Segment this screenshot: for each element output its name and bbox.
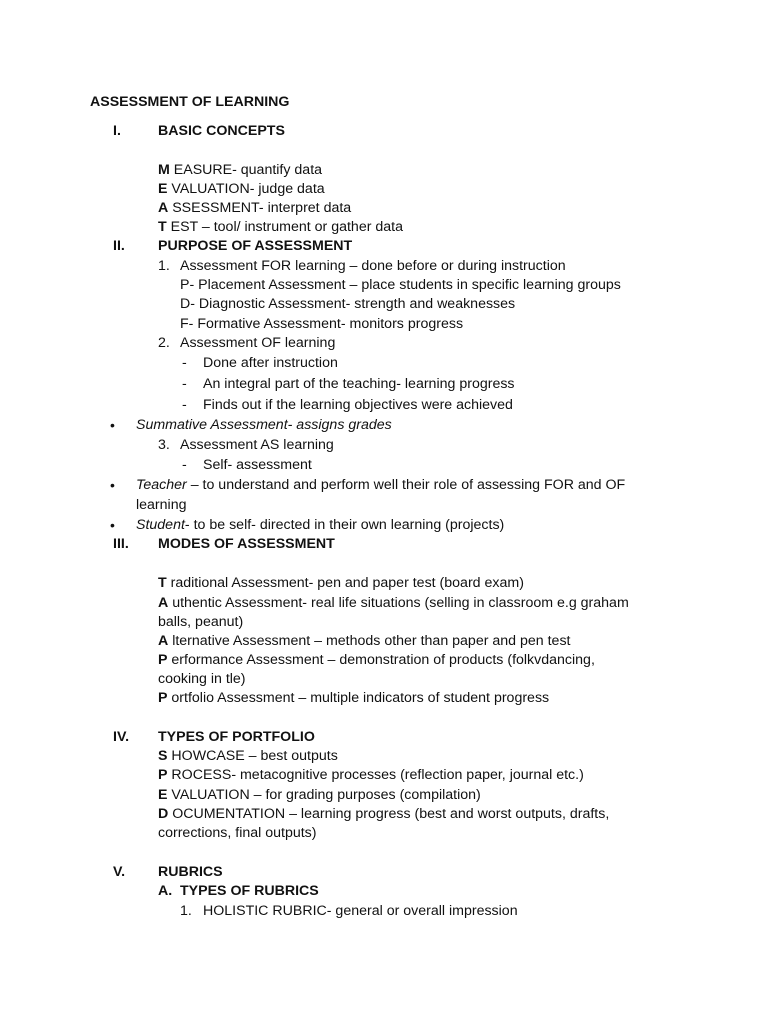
mode-text: uthentic Assessment- real life situations (selling in classroom e.g graham	[168, 595, 629, 611]
purpose-2-text: Assessment OF learning	[180, 335, 336, 351]
dash-marker: -	[182, 397, 187, 413]
initial-letter: E	[158, 181, 168, 197]
purpose-3-detail: Self- assessment	[203, 457, 312, 473]
initial-letter: M	[158, 162, 170, 178]
mode-performance	[158, 651, 595, 670]
section-1-number: I.	[113, 123, 121, 139]
rubrics-sub-a-heading: TYPES OF RUBRICS	[180, 883, 319, 899]
purpose-1-number: 1.	[158, 258, 170, 274]
purpose-3-number: 3.	[158, 437, 170, 453]
section-3-heading: MODES OF ASSESSMENT	[158, 536, 335, 552]
mode-alternative	[158, 632, 570, 651]
student-text: - to be self- directed in their own learning (projects)	[184, 517, 505, 533]
mode-text: lternative Assessment – methods other than paper and pen test	[168, 633, 571, 649]
bullet-marker: •	[110, 517, 115, 533]
initial-letter: T	[158, 219, 167, 235]
student-note	[136, 516, 504, 535]
portfolio-text: ROCESS- metacognitive processes (reflection paper, journal etc.)	[167, 767, 584, 783]
portfolio-text: OCUMENTATION – learning progress (best and worst outputs, drafts,	[168, 806, 610, 822]
concept-text: EST – tool/ instrument or gather data	[166, 219, 403, 235]
section-4-heading: TYPES OF PORTFOLIO	[158, 729, 315, 745]
mode-text: erformance Assessment – demonstration of products (folkvdancing,	[167, 652, 595, 668]
section-3-number: III.	[113, 536, 129, 552]
section-5-heading: RUBRICS	[158, 864, 223, 880]
initial-letter: T	[158, 575, 167, 591]
concept-text: SSESSMENT- interpret data	[168, 200, 352, 216]
purpose-1-sub-diagnostic: D- Diagnostic Assessment- strength and weaknesses	[180, 296, 516, 312]
basic-concept-test	[158, 218, 403, 237]
section-4-number: IV.	[113, 729, 130, 745]
portfolio-process	[158, 766, 584, 785]
portfolio-text: HOWCASE – best outputs	[167, 748, 338, 764]
initial-letter: P	[158, 652, 168, 668]
mode-portfolio	[158, 689, 549, 708]
portfolio-text: VALUATION – for grading purposes (compilation)	[167, 787, 481, 803]
mode-authentic-continued: balls, peanut)	[158, 614, 244, 630]
portfolio-documentation-continued: corrections, final outputs)	[158, 825, 317, 841]
teacher-label: Teacher	[136, 477, 187, 493]
basic-concept-evaluation	[158, 180, 325, 199]
purpose-2-detail: Finds out if the learning objectives were achieved	[203, 397, 513, 413]
portfolio-showcase	[158, 747, 338, 766]
purpose-2-detail: Done after instruction	[203, 355, 338, 371]
purpose-2-number: 2.	[158, 335, 170, 351]
purpose-1-sub-formative: F- Formative Assessment- monitors progress	[180, 316, 464, 332]
student-label: Student	[136, 517, 185, 533]
purpose-3-text: Assessment AS learning	[180, 437, 334, 453]
dash-marker: -	[182, 457, 187, 473]
section-2-number: II.	[113, 238, 125, 254]
page-title: ASSESSMENT OF LEARNING	[90, 94, 290, 110]
rubrics-sub-a-letter: A.	[158, 883, 173, 899]
initial-letter: E	[158, 787, 168, 803]
section-5-number: V.	[113, 864, 126, 880]
concept-text: EASURE- quantify data	[169, 162, 323, 178]
purpose-1-sub-placement: P- Placement Assessment – place students in specific learning groups	[180, 277, 621, 293]
bullet-marker: •	[110, 417, 115, 433]
purpose-1-text: Assessment FOR learning – done before or during instruction	[180, 258, 566, 274]
mode-authentic	[158, 594, 629, 613]
basic-concept-measure	[158, 161, 322, 180]
bullet-marker: •	[110, 477, 115, 493]
mode-text: raditional Assessment- pen and paper test (board exam)	[166, 575, 524, 591]
initial-letter: A	[158, 595, 169, 611]
section-1-heading: BASIC CONCEPTS	[158, 123, 285, 139]
basic-concept-assessment	[158, 199, 351, 218]
initial-letter: A	[158, 200, 169, 216]
initial-letter: P	[158, 690, 168, 706]
purpose-2-detail: An integral part of the teaching- learning progress	[203, 376, 515, 392]
mode-performance-continued: cooking in tle)	[158, 671, 246, 687]
section-2-heading: PURPOSE OF ASSESSMENT	[158, 238, 353, 254]
rubric-1-text: HOLISTIC RUBRIC- general or overall impression	[203, 903, 518, 919]
initial-letter: A	[158, 633, 169, 649]
initial-letter: P	[158, 767, 168, 783]
mode-text: ortfolio Assessment – multiple indicators of student progress	[167, 690, 550, 706]
concept-text: VALUATION- judge data	[167, 181, 325, 197]
dash-marker: -	[182, 355, 187, 371]
initial-letter: D	[158, 806, 169, 822]
summative-note: Summative Assessment- assigns grades	[136, 417, 392, 433]
portfolio-documentation	[158, 805, 609, 824]
teacher-text: – to understand and perform well their role of assessing FOR and OF	[186, 477, 626, 493]
teacher-note	[136, 476, 625, 495]
dash-marker: -	[182, 376, 187, 392]
teacher-note-continued: learning	[136, 497, 187, 513]
rubric-1-number: 1.	[180, 903, 192, 919]
portfolio-evaluation	[158, 786, 481, 805]
initial-letter: S	[158, 748, 168, 764]
mode-traditional	[158, 574, 524, 593]
